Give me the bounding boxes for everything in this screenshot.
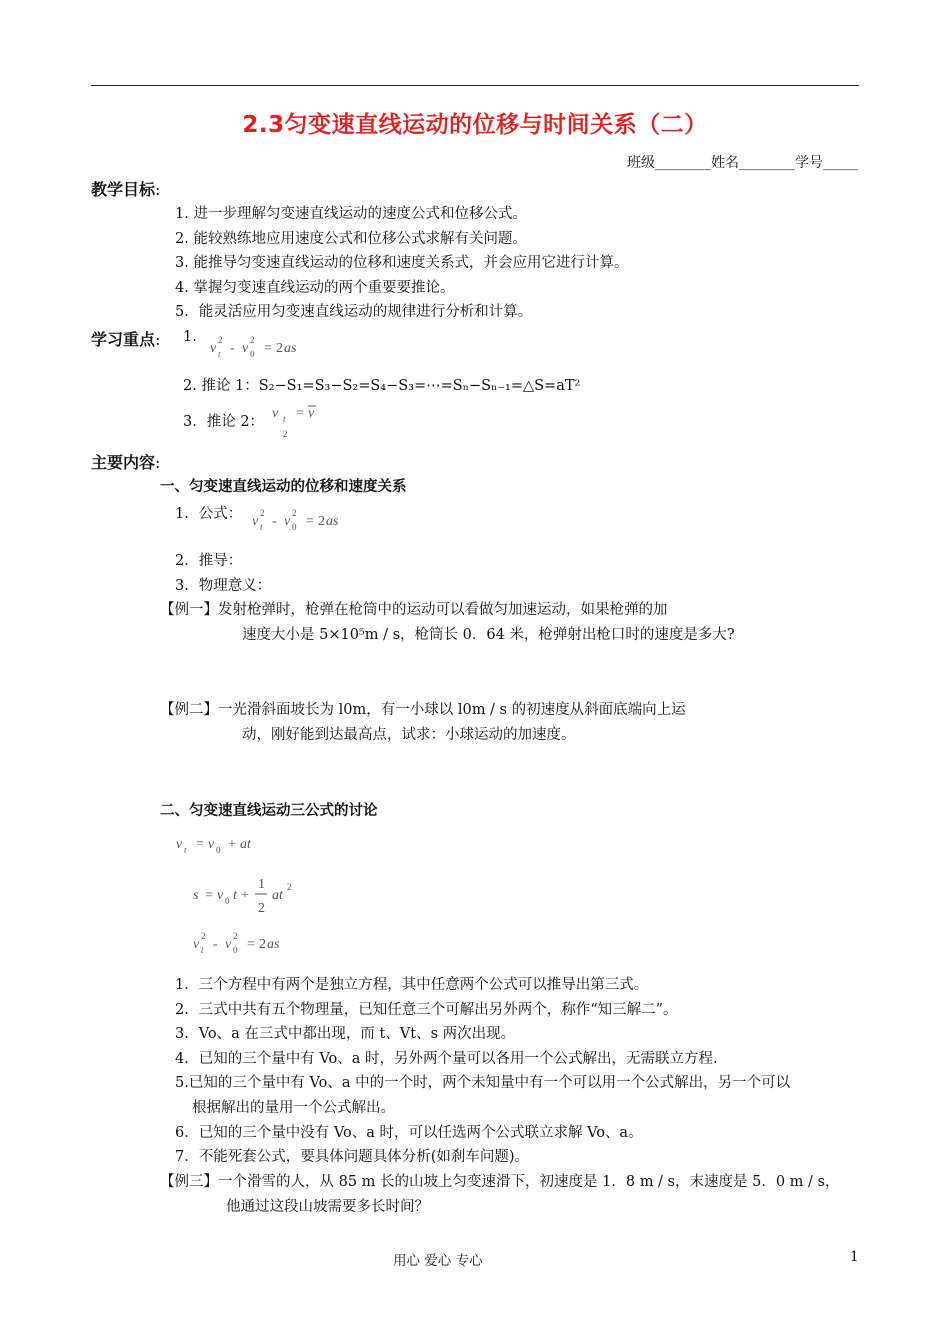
- svg-text:v: v: [193, 937, 200, 952]
- svg-text:-: -: [230, 341, 235, 356]
- example3-line1: 【例三】一个滑雪的人，从 85 m 长的山坡上匀变速滑下，初速度是 1．8 m / s，末速度是 5．0 m / s，: [160, 1174, 840, 1190]
- footer-motto: 用心 爱心 专心: [393, 1253, 483, 1269]
- svg-text:2: 2: [218, 335, 223, 345]
- objectives-heading: 教学目标:: [91, 180, 161, 199]
- physical-meaning-label: 3．物理意义：: [175, 578, 272, 594]
- svg-text:=: =: [296, 406, 304, 421]
- formula-vt-v0-at: [176, 831, 276, 857]
- svg-text:2: 2: [233, 931, 238, 941]
- objective-item: 4. 掌握匀变速直线运动的两个重要要推论。: [175, 280, 455, 296]
- svg-text:t: t: [184, 845, 187, 855]
- svg-text:2: 2: [258, 901, 265, 916]
- svg-text:v: v: [252, 514, 259, 529]
- example2-line1: 【例二】一光滑斜面坡长为 l0m，有一小球以 l0m / s 的初速度从斜面底端向上运: [160, 702, 686, 718]
- svg-text:2: 2: [250, 335, 255, 345]
- discussion-point: 7．不能死套公式，要具体问题具体分析(如刹车问题)。: [175, 1149, 530, 1165]
- discussion-point-continued: 根据解出的量用一个公式解出。: [192, 1100, 395, 1116]
- formula-vt2-v02-2as: [193, 929, 303, 957]
- main-content-heading: 主要内容:: [91, 453, 161, 472]
- svg-text:-: -: [272, 514, 277, 529]
- discussion-point: 1．三个方程中有两个是独立方程，其中任意两个公式可以推导出第三式。: [175, 977, 649, 993]
- svg-text:0: 0: [233, 945, 238, 955]
- example1-line2: 速度大小是 5×10⁵m / s，枪筒长 0．64 米，枪弹射出枪口时的速度是多大?: [242, 627, 735, 643]
- example3-line2: 他通过这段山坡需要多长时间？: [226, 1199, 429, 1215]
- discussion-point: 3．Vo、a 在三式中都出现，而 t、Vt、s 两次出现。: [175, 1026, 516, 1042]
- formula-vt2-v02-2as: [252, 506, 362, 534]
- key-point-1-number: 1.: [183, 329, 197, 345]
- svg-text:0: 0: [292, 522, 297, 532]
- svg-text:v: v: [217, 888, 224, 903]
- svg-text:t: t: [233, 888, 237, 903]
- objective-item: 1. 进一步理解匀变速直线运动的速度公式和位移公式。: [175, 206, 527, 222]
- formula-vt2-v02-2as: [210, 333, 320, 361]
- formula-label: 1．公式：: [175, 506, 243, 522]
- svg-text:2: 2: [276, 341, 283, 356]
- svg-text:2: 2: [260, 508, 265, 518]
- svg-text:+: +: [241, 888, 249, 903]
- svg-text:1: 1: [258, 877, 265, 892]
- svg-text:v: v: [225, 937, 232, 952]
- svg-text:s: s: [193, 888, 199, 903]
- key-points-heading: 学习重点:: [91, 330, 161, 349]
- objective-item: 5．能灵活应用匀变速直线运动的规律进行分析和计算。: [175, 304, 533, 320]
- objective-item: 3. 能推导匀变速直线运动的位移和速度关系式，并会应用它进行计算。: [175, 255, 629, 271]
- svg-text:=: =: [247, 937, 255, 952]
- svg-text:v: v: [176, 837, 183, 852]
- svg-text:v: v: [284, 514, 291, 529]
- svg-text:2: 2: [201, 931, 206, 941]
- svg-text:0: 0: [216, 845, 221, 855]
- objective-item: 2. 能较熟练地应用速度公式和位移公式求解有关问题。: [175, 231, 527, 247]
- discussion-point: 4．已知的三个量中有 Vo、a 时，另外两个量可以各用一个公式解出，无需联立方程.: [175, 1051, 718, 1067]
- svg-text:v: v: [242, 341, 249, 356]
- page-number: 1: [850, 1249, 859, 1265]
- svg-text:-: -: [213, 937, 218, 952]
- svg-text:as: as: [267, 937, 280, 952]
- svg-text:2: 2: [259, 937, 266, 952]
- svg-text:=: =: [205, 888, 213, 903]
- formula-v-mid-equals-v-avg: [272, 401, 332, 443]
- svg-text:v: v: [208, 837, 215, 852]
- svg-text:as: as: [326, 514, 339, 529]
- svg-text:as: as: [284, 341, 297, 356]
- header-rule: [91, 85, 859, 86]
- svg-text:at: at: [272, 888, 283, 903]
- svg-text:t: t: [260, 522, 263, 532]
- svg-text:0: 0: [225, 896, 230, 906]
- student-info-line: 班级________姓名________学号_____: [627, 155, 858, 171]
- derivation-label: 2．推导：: [175, 553, 243, 569]
- svg-text:t: t: [218, 349, 221, 359]
- svg-text:2: 2: [283, 429, 288, 439]
- svg-text:t: t: [283, 414, 286, 424]
- svg-text:at: at: [240, 837, 251, 852]
- svg-text:v: v: [272, 406, 279, 421]
- example1-line1: 【例一】发射枪弹时，枪弹在枪筒中的运动可以看做匀加速运动，如果枪弹的加: [160, 602, 668, 618]
- svg-text:2: 2: [287, 882, 292, 892]
- section1-title: 一、匀变速直线运动的位移和速度关系: [160, 479, 407, 495]
- formula-s-v0t-half-at2: [193, 872, 303, 918]
- svg-text:0: 0: [250, 349, 255, 359]
- page-title: 2.3匀变速直线运动的位移与时间关系（二）: [242, 112, 708, 138]
- svg-text:2: 2: [318, 514, 325, 529]
- discussion-point: 5.已知的三个量中有 Vo、a 中的一个时，两个未知量中有一个可以用一个公式解出，另一个可以: [175, 1075, 791, 1091]
- svg-text:+: +: [228, 837, 236, 852]
- svg-text:=: =: [306, 514, 314, 529]
- svg-text:2: 2: [292, 508, 297, 518]
- svg-text:v: v: [308, 406, 315, 421]
- key-point-3-label: 3．推论 2：: [183, 414, 265, 430]
- svg-text:=: =: [196, 837, 204, 852]
- key-point-2: 2. 推论 1：S₂−S₁=S₃−S₂=S₄−S₃=⋯=Sₙ−Sₙ₋₁=△S=aT²: [183, 378, 581, 394]
- example2-line2: 动，刚好能到达最高点，试求：小球运动的加速度。: [242, 727, 576, 743]
- discussion-point: 6．已知的三个量中没有 Vo、a 时，可以任选两个公式联立求解 Vo、a。: [175, 1125, 643, 1141]
- section2-title: 二、匀变速直线运动三公式的讨论: [160, 803, 378, 819]
- svg-text:=: =: [264, 341, 272, 356]
- svg-text:t: t: [201, 945, 204, 955]
- svg-text:v: v: [210, 341, 217, 356]
- discussion-point: 2．三式中共有五个物理量，已知任意三个可解出另外两个，称作“知三解二”。: [175, 1002, 678, 1018]
